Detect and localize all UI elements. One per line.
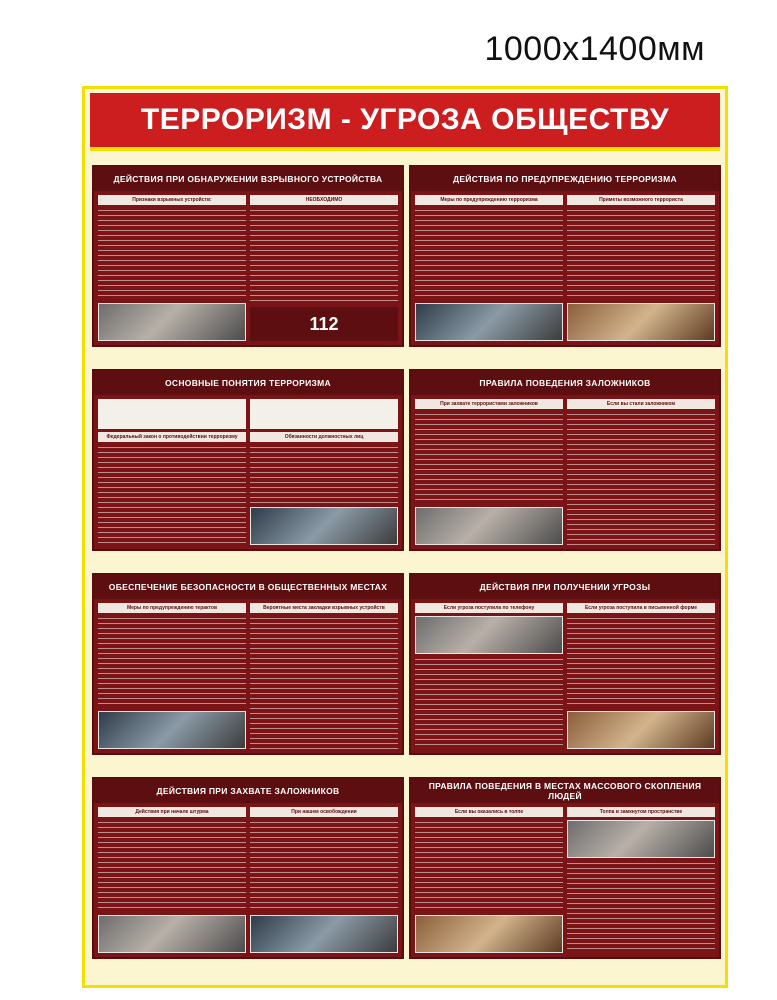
text-block — [98, 445, 246, 545]
text-block — [415, 657, 563, 749]
title-bar — [90, 93, 720, 151]
panel-heading: ДЕЙСТВИЯ ПРИ ЗАХВАТЕ ЗАЛОЖНИКОВ — [94, 779, 402, 803]
photo — [567, 303, 715, 341]
panel-heading: ДЕЙСТВИЯ ПО ПРЕДУПРЕЖДЕНИЮ ТЕРРОРИЗМА — [411, 167, 719, 191]
text-block — [567, 861, 715, 953]
panel-heading: ПРАВИЛА ПОВЕДЕНИЯ ЗАЛОЖНИКОВ — [411, 371, 719, 395]
text-block — [567, 208, 715, 300]
panel-subheading: Федеральный закон о противодействии терроризму — [98, 432, 246, 442]
text-block — [415, 412, 563, 504]
panel-subheading: Если угроза поступила по телефону — [415, 603, 563, 613]
panel-subheading: При захвате террористами заложников — [415, 399, 563, 409]
panel-heading: ДЕЙСТВИЯ ПРИ ОБНАРУЖЕНИИ ВЗРЫВНОГО УСТРОЙСТВА — [94, 167, 402, 191]
text-block — [567, 616, 715, 708]
panel-subheading: Признаки взрывных устройств: — [98, 195, 246, 205]
panel-heading: ОБЕСПЕЧЕНИЕ БЕЗОПАСНОСТИ В ОБЩЕСТВЕННЫХ МЕСТАХ — [94, 575, 402, 599]
panel-explosive-device — [92, 165, 404, 347]
poster-board — [82, 86, 728, 988]
panel-hostage-capture — [92, 777, 404, 959]
panel-subheading: Если угроза поступила в письменной форме — [567, 603, 715, 613]
panel-subheading: Обязанности должностных лиц — [250, 432, 398, 442]
text-block — [98, 616, 246, 708]
emergency-number: 112 — [250, 307, 398, 341]
text-block — [567, 412, 715, 545]
text-block — [250, 208, 398, 304]
panel-heading: ОСНОВНЫЕ ПОНЯТИЯ ТЕРРОРИЗМА — [94, 371, 402, 395]
photo — [98, 915, 246, 953]
text-block — [415, 208, 563, 300]
photo — [415, 616, 563, 654]
panel-subheading: Действия при начале штурма — [98, 807, 246, 817]
text-block — [415, 820, 563, 912]
text-block — [98, 208, 246, 300]
photo — [415, 915, 563, 953]
text-block — [98, 820, 246, 912]
size-label: 1000х1400мм — [484, 30, 705, 68]
panel-crowd-rules — [409, 777, 721, 959]
panel-heading: ДЕЙСТВИЯ ПРИ ПОЛУЧЕНИИ УГРОЗЫ — [411, 575, 719, 599]
photo — [567, 711, 715, 749]
definition-box — [98, 399, 246, 429]
text-block — [250, 445, 398, 504]
text-block — [250, 616, 398, 749]
text-block — [250, 820, 398, 912]
panel-threat-received — [409, 573, 721, 755]
poster-title: ТЕРРОРИЗМ - УГРОЗА ОБЩЕСТВУ — [140, 103, 670, 136]
panel-subheading: При нашем освобождении — [250, 807, 398, 817]
panel-heading: ПРАВИЛА ПОВЕДЕНИЯ В МЕСТАХ МАССОВОГО СКОПЛЕНИЯ ЛЮДЕЙ — [411, 779, 719, 803]
panel-subheading: Меры по предупреждению терроризма — [415, 195, 563, 205]
panel-prevention — [409, 165, 721, 347]
photo — [98, 711, 246, 749]
panel-subheading: НЕОБХОДИМО — [250, 195, 398, 205]
panel-subheading: Вероятные места закладки взрывных устройств — [250, 603, 398, 613]
panel-public-places — [92, 573, 404, 755]
photo — [98, 303, 246, 341]
photo — [250, 915, 398, 953]
panel-subheading: Если вы стали заложником — [567, 399, 715, 409]
photo — [415, 507, 563, 545]
photo — [250, 507, 398, 545]
panel-subheading: Меры по предупреждению терактов — [98, 603, 246, 613]
panel-subheading: Приметы возможного террориста — [567, 195, 715, 205]
panel-subheading: Толпа в замкнутом пространстве — [567, 807, 715, 817]
panel-hostage-rules — [409, 369, 721, 551]
definition-box — [250, 399, 398, 429]
panel-basic-concepts — [92, 369, 404, 551]
photo — [567, 820, 715, 858]
panel-subheading: Если вы оказались в толпе — [415, 807, 563, 817]
photo — [415, 303, 563, 341]
